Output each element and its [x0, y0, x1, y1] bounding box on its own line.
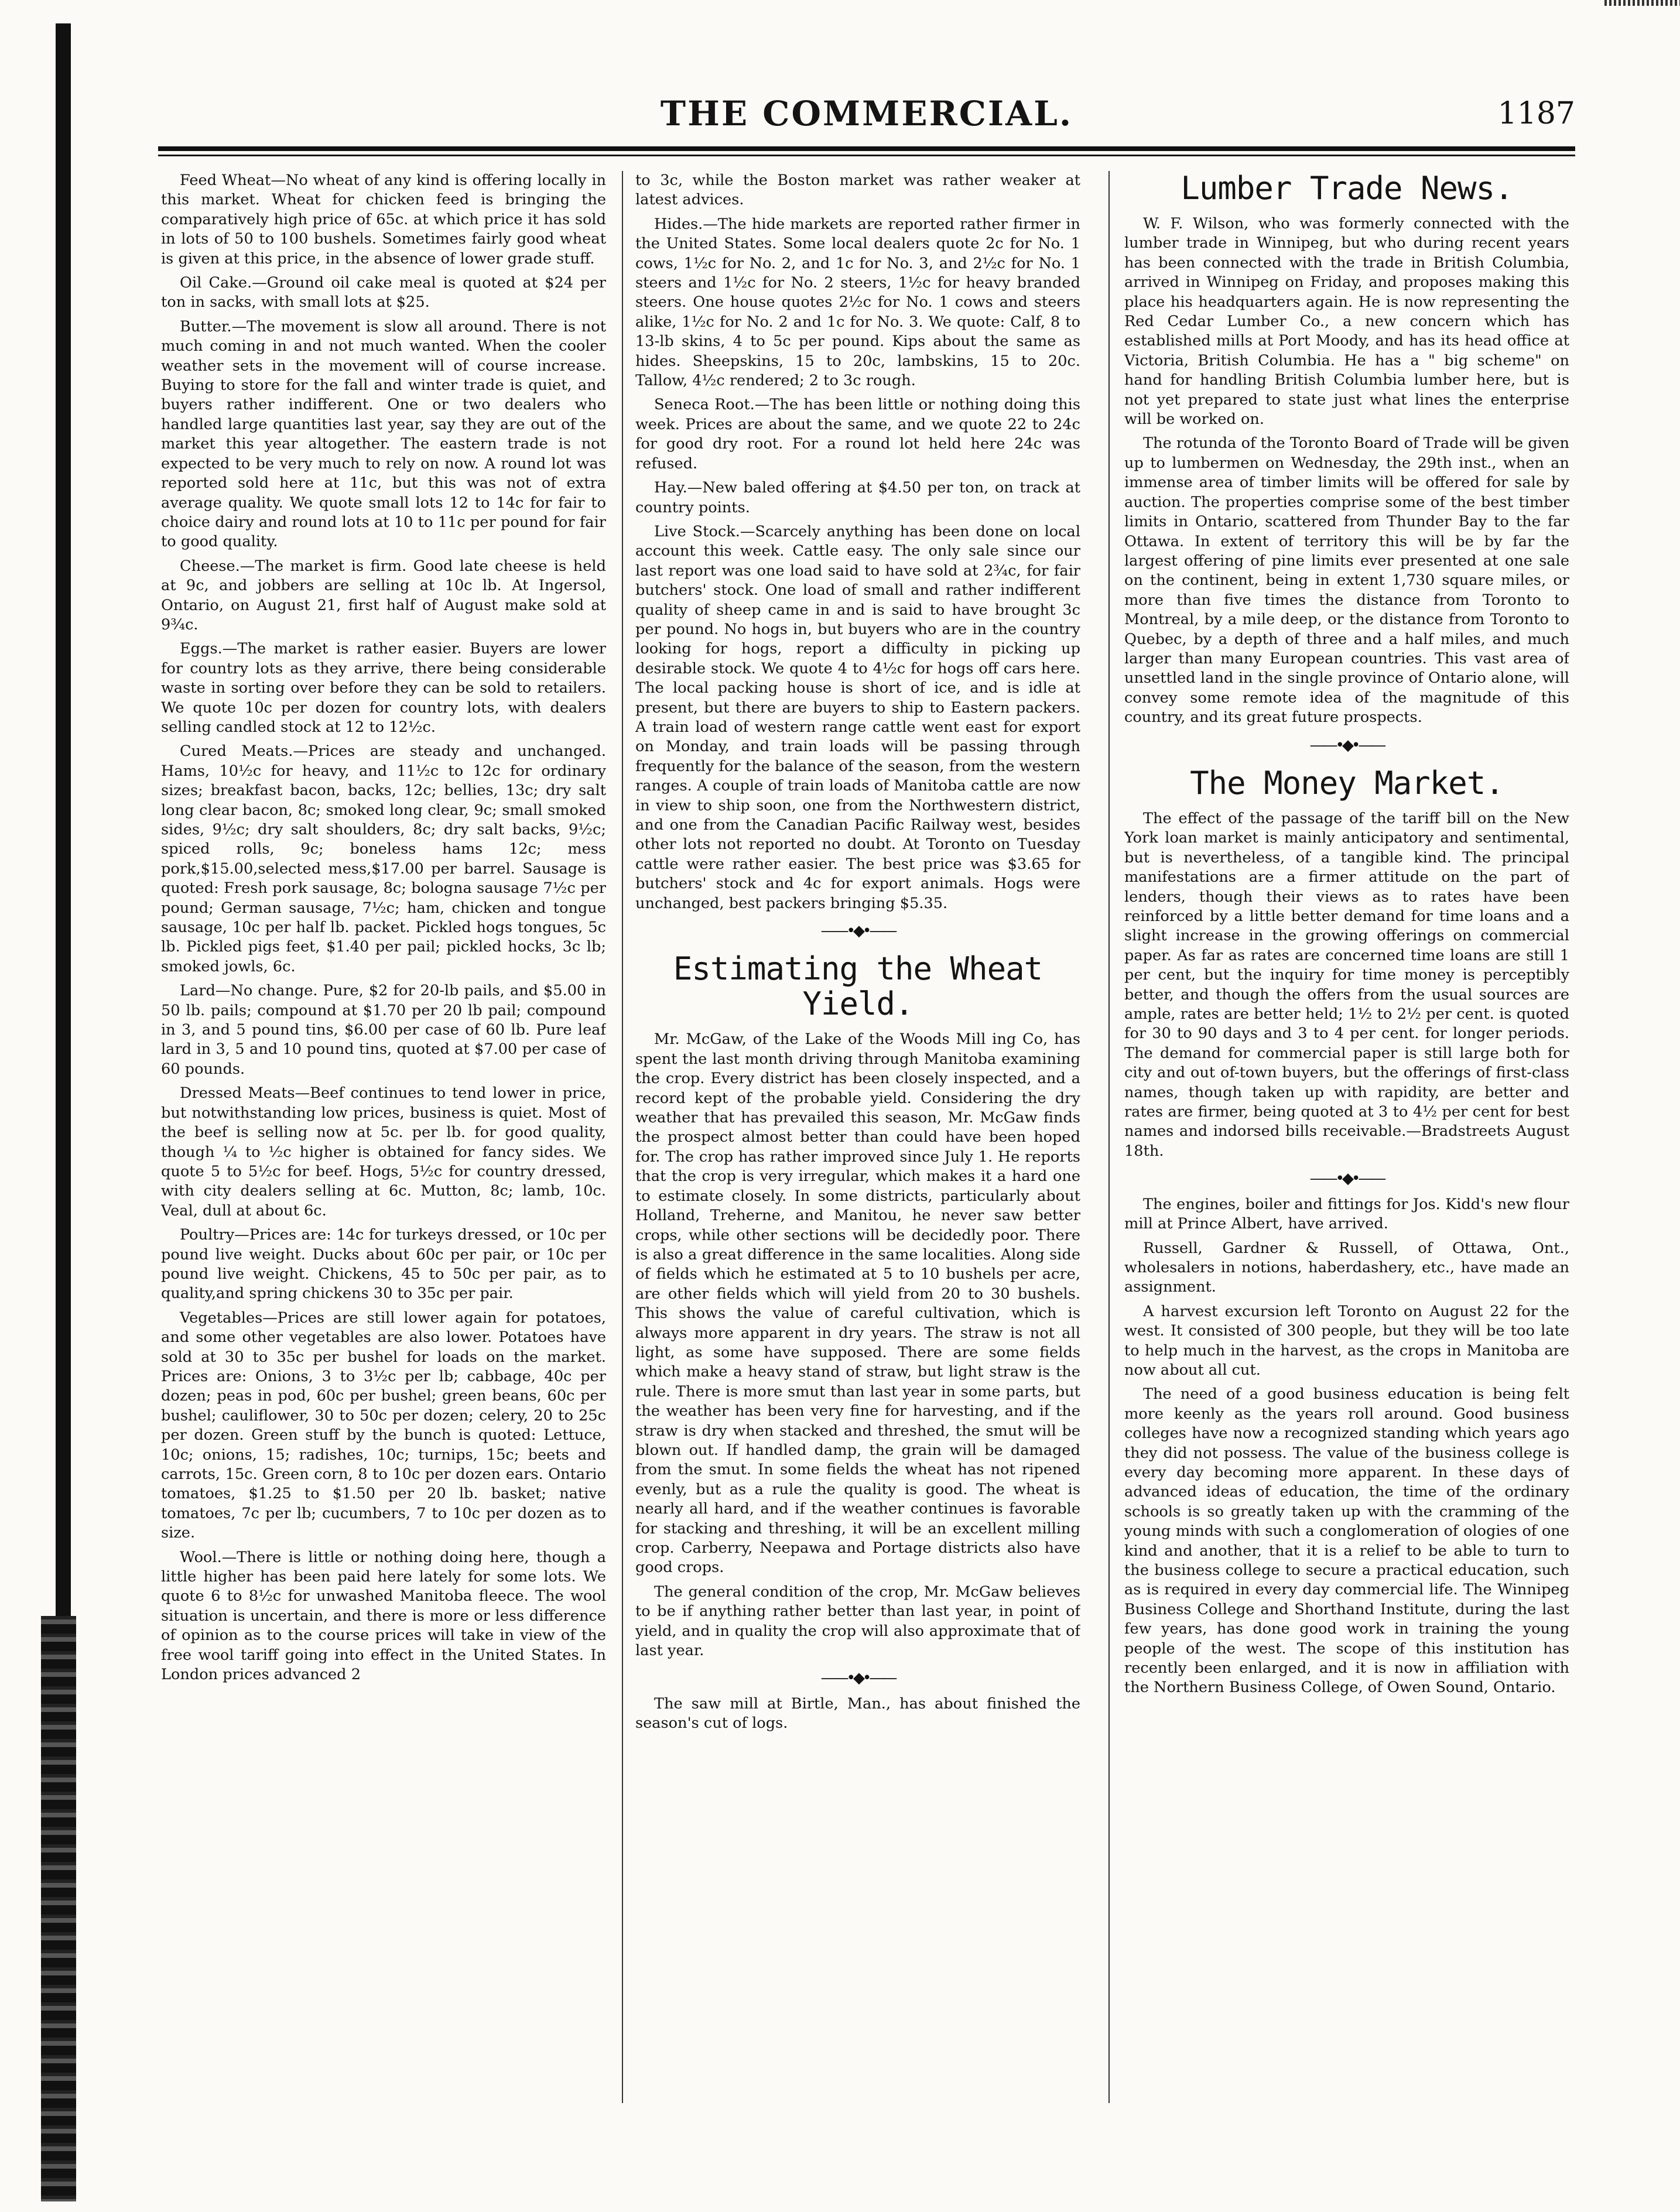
header-rule: [158, 146, 1575, 151]
article-paragraph: Hides.—The hide markets are reported rather firmer in the United States. Some local dealers quote 2c for No. 1 cows, 1½c for No. 2, and 1c for No. 3, and 2½c for No. 1 steers and 1½c for No. 2 steers, 1½c for heavy branded steers. One house quotes 2½c for No. 1 cows and steers alike, 1½c for No. 2 and 1c for No. 3. We quote: Calf, 8 to 13-lb skins, 4 to 5c per pound. Kips about the same as hides. Sheepskins, 15 to 20c, lambskins, 15 to 20c. Tallow, 4½c rendered; 2 to 3c rough.: [635, 215, 1080, 390]
article-paragraph: A harvest excursion left Toronto on August 22 for the west. It consisted of 300 people, but they will be too late to help much in the harvest, as the crops in Manitoba are now about all cut.: [1124, 1302, 1569, 1379]
article-paragraph: The effect of the passage of the tariff bill on the New York loan market is mainly anticipatory and sentimental, but is nevertheless, of a tangible kind. The principal manifestations are a firmer attitude on the part of lenders, though their views as to rates have been reinforced by a little better demand for time loans and a slight increase in the growing offerings on commercial paper. As far as rates are concerned time loans are still 1 per cent, but the inquiry for time money is perceptibly better, and though the offers from the usual sources are ample, rates are better held; 1½ to 2½ per cent. is quoted for 30 to 90 days and 3 to 4 per cent. for longer periods. The demand for commercial paper is still large both for city and out of-town buyers, but the offerings of first-class names, though taken up with rapidity, are better and rates are firmer, being quoted at 3 to 4½ per cent for best names and indorsed bills receivable.—Bradstreets August 18th.: [1124, 809, 1569, 1160]
article-paragraph: The saw mill at Birtle, Man., has about finished the season's cut of logs.: [635, 1694, 1080, 1732]
article-paragraph: Poultry—Prices are: 14c for turkeys dressed, or 10c per pound live weight. Ducks about 60c per pair, or 10c per pound live weight. Chickens, 45 to 50c per pair, as to quality,and spring chickens 30 to 35c per pair.: [161, 1226, 606, 1303]
header-rule-thin: [158, 155, 1575, 156]
article-paragraph: Hay.—New baled offering at $4.50 per ton, on track at country points.: [635, 479, 1080, 516]
article-heading: Lumber Trade News.: [1181, 171, 1513, 207]
newspaper-title: THE COMMERCIAL.: [660, 94, 1073, 133]
section-ornament: ——•◆•——: [820, 922, 895, 940]
article-heading: The Money Market.: [1190, 764, 1504, 802]
article-paragraph: Mr. McGaw, of the Lake of the Woods Mill ing Co, has spent the last month driving through Manitoba examining the crop. Every district has been closely inspected, and a record kept of the probable yield. Considering the dry weather that has prevailed this season, Mr. McGaw finds the prospect almost better than could have been hoped for. The crop has rather improved since July 1. He reports that the crop is very irregular, which makes it a hard one to estimate closely. In some districts, particularly about Holland, Treherne, and Manitou, he never saw better crops, while other sections will be decidedly poor. There is also a great difference in the same localities. Along side of fields which he estimated at 5 to 10 bushels per acre, are other fields which will yield from 20 to 30 bushels. This shows the value of careful cultivation, which is always more apparent in dry years. The straw is not all light, as some have supposed. There are some fields which make a heavy stand of straw, but light straw is the rule. There is more smut than last year in some parts, but the weather has been very fine for harvesting, and if the straw is dry when stacked and threshed, the smut will be blown out. If handled damp, the grain will be damaged from the smut. In some fields the wheat has not ripened evenly, but as a rule the quality is good. The wheat is nearly all hard, and if the weather continues is favorable for stacking and threshing, it will be an excellent milling crop. Carberry, Neepawa and Portage districts also have good crops.: [635, 1030, 1080, 1577]
column-divider: [622, 171, 623, 2103]
scan-edge-shadow: [41, 1616, 76, 2201]
article-paragraph: Live Stock.—Scarcely anything has been done on local account this week. Cattle easy. The only sale since our last report was one load said to have sold at 2¾c, for fair butchers' stock. One load of small and rather indifferent quality of sheep came in and is said to have brought 3c per pound. No hogs in, but buyers who are in the country looking for hogs, report a difficulty in picking up desirable stock. We quote 4 to 4½c for hogs off cars here. The local packing house is short of ice, and is idle at present, but there are buyers to ship to Eastern packers. A train load of western range cattle went east for export on Monday, and train loads will be passing through frequently for the balance of the season, from the western ranges. A couple of train loads of Manitoba cattle are now in view to ship soon, one from the Northwestern district, and one from the Canadian Pacific Railway west, besides other lots not reported no doubt. At Toronto on Tuesday cattle were rather easier. The best price was $3.65 for butchers' stock and 4c for export animals. Hogs were unchanged, best packers bringing $5.35.: [635, 522, 1080, 912]
article-paragraph: Seneca Root.—The has been little or nothing doing this week. Prices are about the same, and we quote 22 to 24c for good dry root. For a round lot held here 24c was refused.: [635, 396, 1080, 472]
article-heading: Estimating the Wheat Yield.: [673, 950, 1043, 1023]
article-paragraph: Oil Cake.—Ground oil cake meal is quoted at $24 per ton in sacks, with small lots at $25.: [161, 274, 606, 311]
article-paragraph: Lard—No change. Pure, $2 for 20-lb pails, and $5.00 in 50 lb. pails; compound at $1.70 per 20 lb pail; compound in 3, and 5 pound tins, $6.00 per case of 60 lb. Pure leaf lard in 3, 5 and 10 pound tins, quoted at $7.00 per case of 60 pounds.: [161, 982, 606, 1078]
column-2: [635, 171, 1080, 2097]
section-ornament: ——•◆•——: [820, 1669, 895, 1687]
article-paragraph: Cheese.—The market is firm. Good late cheese is held at 9c, and jobbers are selling at 10c lb. At Ingersol, Ontario, on August 21, first half of August make sold at 9¾c.: [161, 557, 606, 634]
page-number: 1187: [1497, 96, 1575, 131]
masthead: [158, 94, 1575, 141]
article-paragraph: to 3c, while the Boston market was rather weaker at latest advices.: [635, 172, 1080, 209]
article-paragraph: Butter.—The movement is slow all around. There is not much coming in and not much wanted. When the cooler weather sets in the movement will of course increase. Buying to store for the fall and winter trade is quiet, and buyers rather indifferent. One or two dealers who handled large quantities last year, say they are out of the market this year altogether. The eastern trade is not expected to be very much to rely on now. A round lot was reported sold here at 11c, but this was not of extra average quality. We quote small lots 12 to 14c for fair to choice dairy and round lots at 10 to 11c per pound for fair to good quality.: [161, 317, 606, 551]
scan-artifact: [1604, 0, 1680, 6]
article-paragraph: Cured Meats.—Prices are steady and unchanged. Hams, 10½c for heavy, and 11½c to 12c for ordinary sizes; breakfast bacon, backs, 12c; bellies, 13c; dry salt long clear bacon, 8c; smoked long clear, 9c; small smoked sides, 9½c; dry salt shoulders, 8c; dry salt backs, 9½c; spiced rolls, 9c; boneless hams 12c; mess pork,$15.00,selected mess,$17.00 per barrel. Sausage is quoted: Fresh pork sausage, 8c; bologna sausage 7½c per pound; German sausage, 7½c; ham, chicken and tongue sausage, 10c per half lb. packet. Pickled hogs tongues, 5c lb. Pickled pigs feet, $1.40 per pail; pickled hocks, 3c lb; smoked jowls, 6c.: [161, 742, 606, 975]
column-divider: [1108, 171, 1110, 2103]
column-3: [1124, 171, 1569, 2097]
article-paragraph: The engines, boiler and fittings for Jos. Kidd's new flour mill at Prince Albert, have arrived.: [1124, 1195, 1569, 1233]
section-ornament: ——•◆•——: [1309, 736, 1384, 754]
article-paragraph: Wool.—There is little or nothing doing here, though a little higher has been paid here lately for some lots. We quote 6 to 8½c for unwashed Manitoba fleece. The wool situation is uncertain, and there is more or less difference of opinion as to the course prices will take in view of the free wool tariff going into effect in the United States. In London prices advanced 2: [161, 1548, 606, 1684]
article-paragraph: The general condition of the crop, Mr. McGaw believes to be if anything rather better than last year, in point of yield, and in quality the crop will also approximate that of last year.: [635, 1583, 1080, 1660]
article-paragraph: Dressed Meats—Beef continues to tend lower in price, but notwithstanding low prices, business is quiet. Most of the beef is selling now at 5c. per lb. for good quality, though ¼ to ½c higher is obtained for fancy sides. We quote 5 to 5½c for beef. Hogs, 5½c for country dressed, with city dealers selling at 6c. Mutton, 8c; lamb, 10c. Veal, dull at about 6c.: [161, 1084, 606, 1220]
article-paragraph: The rotunda of the Toronto Board of Trade will be given up to lumbermen on Wednesday, the 29th inst., when an immense area of timber limits will be offered for sale by auction. The properties comprise some of the best timber limits in Ontario, scattered from Thunder Bay to the far Ottawa. In extent of territory this will be by far the largest offering of pine limits ever presented at one sale on the continent, being in extent 1,730 square miles, or more than five times the distance from Toronto to Montreal, by a mile deep, or the distance from Toronto to Quebec, by a depth of three and a half miles, and much larger than many European countries. This vast area of unsettled land in the single province of Ontario alone, will convey some remote idea of the magnitude of this country, and its great future prospects.: [1124, 434, 1569, 727]
article-paragraph: Russell, Gardner & Russell, of Ottawa, Ont., wholesalers in notions, haberdashery, etc., have made an assignment.: [1124, 1239, 1569, 1296]
article-paragraph: W. F. Wilson, who was formerly connected with the lumber trade in Winnipeg, but who during recent years has been connected with the trade in British Columbia, arrived in Winnipeg on Friday, and proposes making this place his headquarters again. He is now representing the Red Cedar Lumber Co., a new concern which has established mills at Port Moody, and has its head office at Victoria, British Columbia. He has a " big scheme" on hand for handling British Columbia lumber here, but is not yet prepared to state just what lines the enterprise will be worked on.: [1124, 215, 1569, 429]
article-paragraph: Feed Wheat—No wheat of any kind is offering locally in this market. Wheat for chicken feed is bringing the comparatively high price of 65c. at which price it has sold in lots of 50 to 100 bushels. Sometimes fairly good wheat is given at this price, in the absence of lower grade stuff.: [161, 172, 606, 268]
article-paragraph: Vegetables—Prices are still lower again for potatoes, and some other vegetables are also lower. Potatoes have sold at 30 to 35c per bushel for loads on the market. Prices are: Onions, 3 to 3½c per lb; cabbage, 40c per dozen; peas in pod, 60c per bushel; green beans, 60c per bushel; cauliflower, 30 to 50c per dozen; celery, 20 to 25c per dozen. Green stuff by the bunch is quoted: Lettuce, 10c; onions, 15; radishes, 10c; turnips, 15c; beets and carrots, 15c. Green corn, 8 to 10c per dozen ears. Ontario tomatoes, $1.25 to $1.50 per 20 lb. basket; native tomatoes, 7c per lb; cucumbers, 7 to 10c per dozen as to size.: [161, 1309, 606, 1542]
article-paragraph: The need of a good business education is being felt more keenly as the years roll around. Good business colleges have now a recognized standing which years ago they did not possess. The value of the business college is every day becoming more apparent. In these days of advanced ideas of education, the time of the ordinary schools is so greatly taken up with the cramming of the young minds with such a conglomeration of ologies of one kind and another, that it is a relief to be able to turn to the business college to secure a practical education, such as is required in every day commercial life. The Winnipeg Business College and Shorthand Institute, during the last few years, has done good work in training the young people of the west. The scope of this institution has recently been enlarged, and it is now in affiliation with the Northern Business College, of Owen Sound, Ontario.: [1124, 1385, 1569, 1697]
section-ornament: ——•◆•——: [1309, 1170, 1384, 1188]
article-paragraph: Eggs.—The market is rather easier. Buyers are lower for country lots as they arrive, there being considerable waste in sorting over before they can be sold to retailers. We quote 10c per dozen for country lots, with dealers selling candled stock at 12 to 12½c.: [161, 640, 606, 736]
column-1: [161, 171, 606, 2097]
